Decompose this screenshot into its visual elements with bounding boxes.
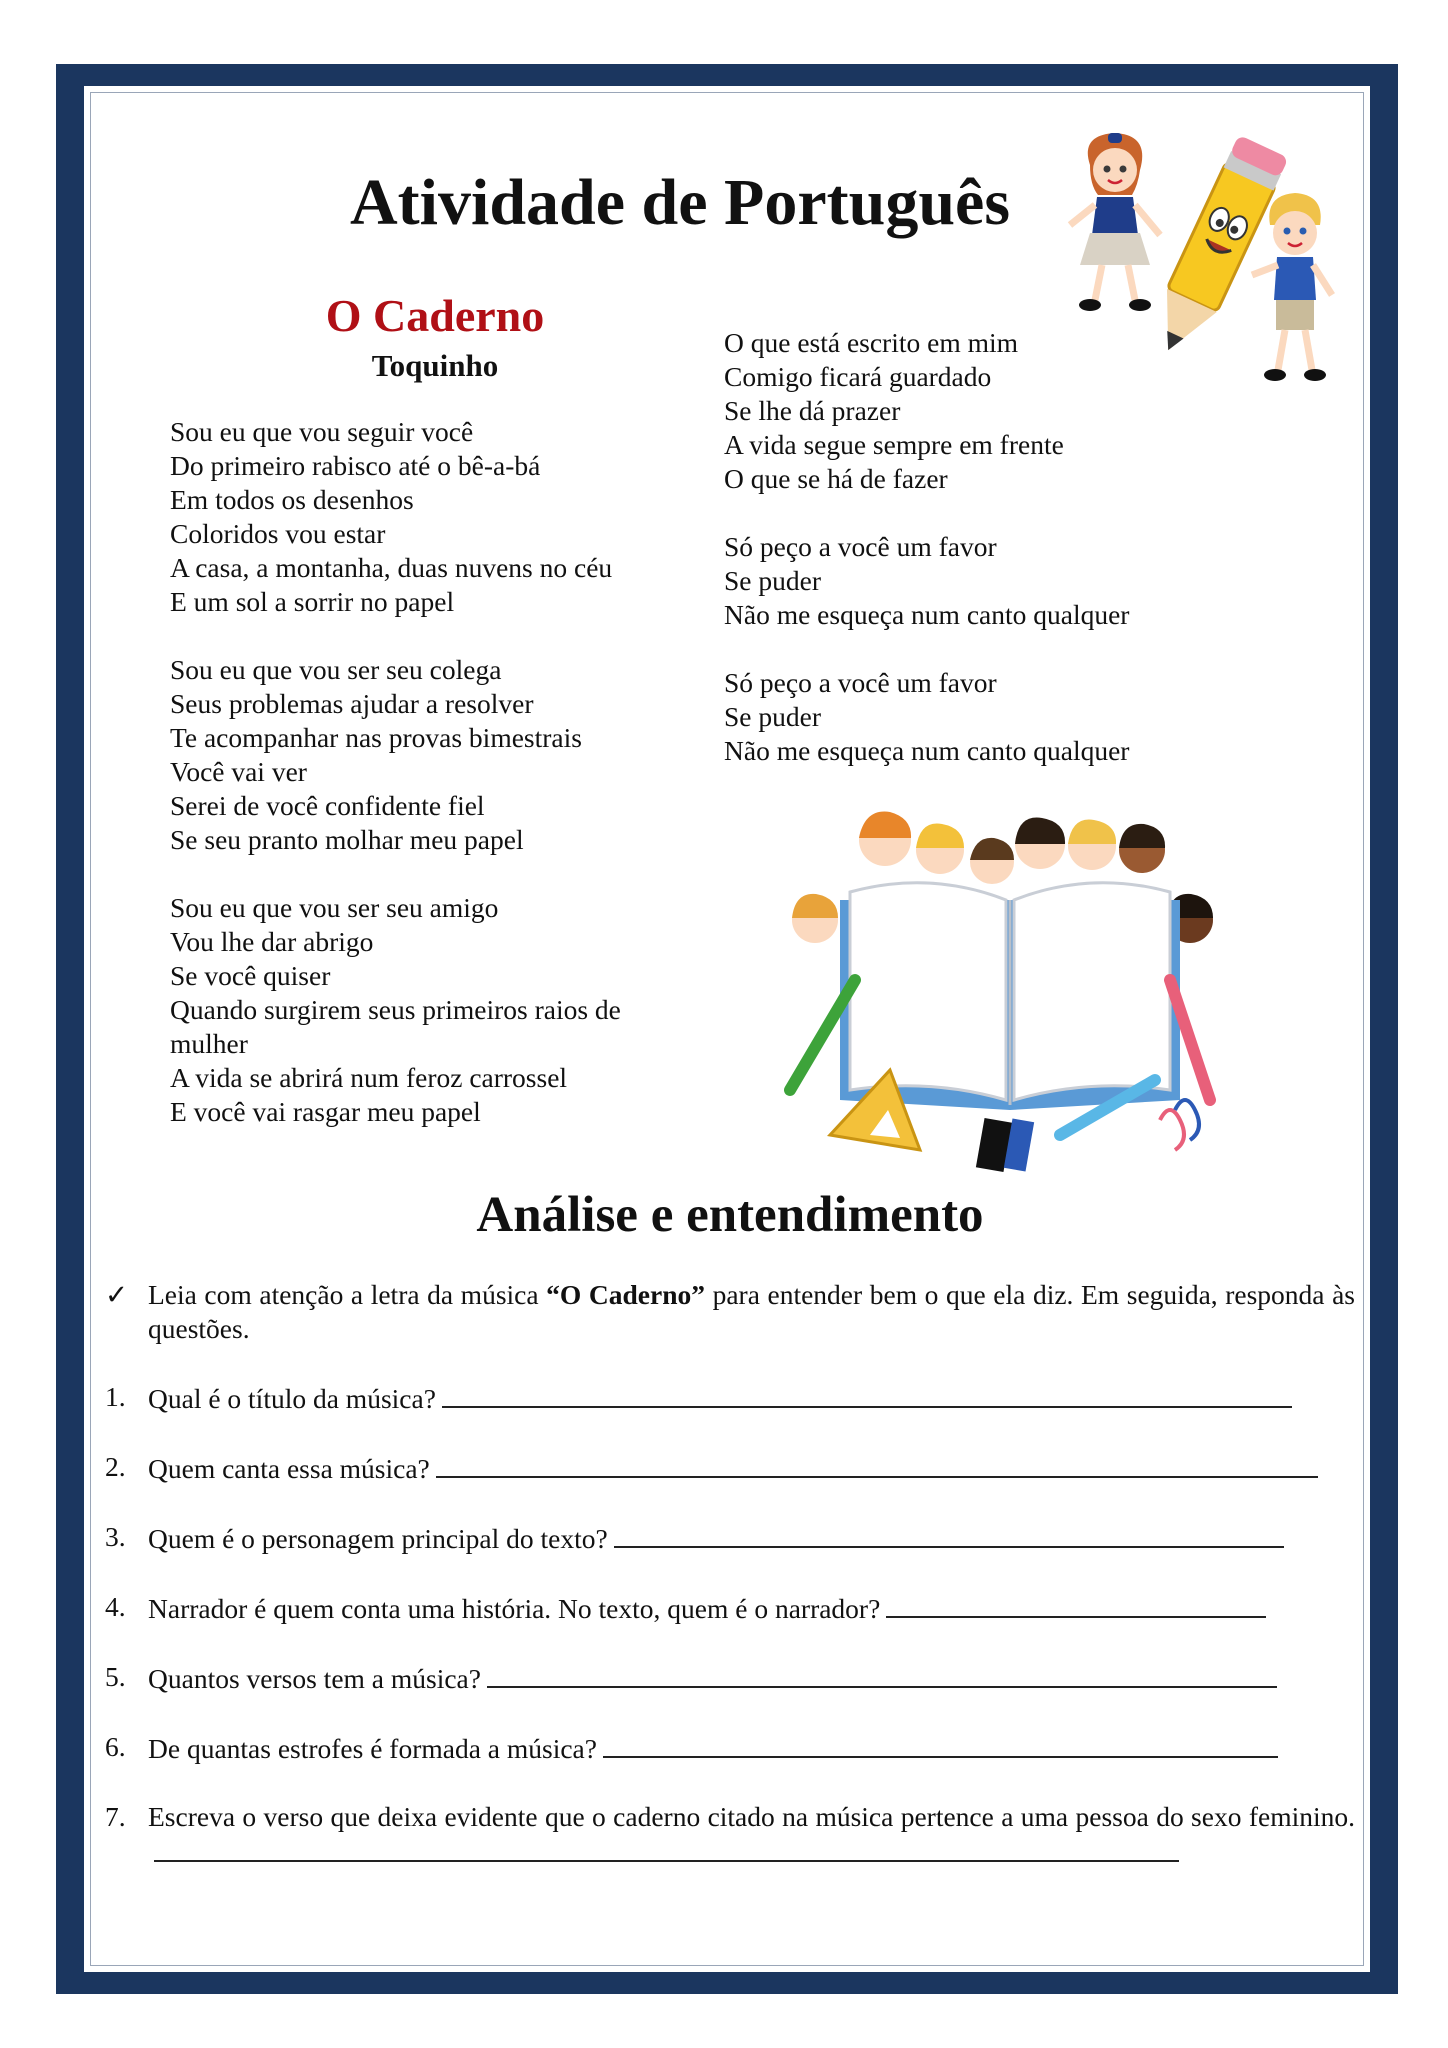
lyric-line: Em todos os desenhos [170, 484, 414, 515]
page-title: Atividade de Português [350, 166, 1010, 239]
question-number: 3. [105, 1521, 126, 1552]
lyric-line: E um sol a sorrir no papel [170, 586, 455, 617]
lyrics-right-column [724, 326, 1224, 802]
song-title: O Caderno [325, 290, 545, 341]
lyric-line: Seus problemas ajudar a resolver [170, 688, 534, 719]
instruction-song-name: “O Caderno” [546, 1279, 706, 1310]
lyric-line: A vida se abrirá num feroz carrossel [170, 1062, 568, 1093]
lyric-line: Comigo ficará guardado [724, 361, 992, 392]
lyric-line: Não me esqueça num canto qualquer [724, 599, 1130, 630]
lyric-line: Se puder [724, 701, 821, 732]
instruction-text-end: para entender bem o que ela diz. Em seguida, responda às questões. [148, 1279, 1356, 1344]
question-4 [105, 1590, 1355, 1626]
question-number: 5. [105, 1661, 126, 1692]
open-book-with-children-illustration [770, 800, 1250, 1180]
pencil-character [1144, 135, 1289, 362]
stanza [170, 891, 670, 1129]
answer-line[interactable] [886, 1590, 1266, 1618]
question-6 [105, 1730, 1355, 1766]
question-text: Qual é o título da música? [148, 1383, 436, 1414]
girl-figure [1070, 133, 1160, 311]
question-number: 2. [105, 1451, 126, 1482]
question-text: Narrador é quem conta uma história. No texto, quem é o narrador? [148, 1593, 881, 1624]
stanza [724, 530, 1224, 632]
question-7 [105, 1800, 1355, 1870]
boy-figure [1252, 193, 1332, 381]
stanza [170, 415, 670, 619]
lyric-line: Se você quiser [170, 960, 331, 991]
question-5 [105, 1660, 1355, 1696]
lyric-line: Se puder [724, 565, 821, 596]
section-title: Análise e entendimento [476, 1187, 984, 1243]
lyric-line: Te acompanhar nas provas bimestrais [170, 722, 582, 753]
lyric-line: Não me esqueça num canto qualquer [724, 735, 1130, 766]
lyric-line: E você vai rasgar meu papel [170, 1096, 481, 1127]
lyric-line: Só peço a você um favor [724, 667, 997, 698]
lyric-line: Coloridos vou estar [170, 518, 386, 549]
question-2 [105, 1450, 1355, 1486]
instruction-text [148, 1278, 1355, 1346]
stanza [170, 653, 670, 857]
question-number: 7. [105, 1801, 126, 1832]
lyric-line: Só peço a você um favor [724, 531, 997, 562]
answer-line[interactable] [436, 1450, 1318, 1478]
question-text: Quantos versos tem a música? [148, 1663, 481, 1694]
question-text: Quem canta essa música? [148, 1453, 430, 1484]
lyric-line: Quando surgirem seus primeiros raios de mulher [170, 994, 621, 1059]
stanza [724, 666, 1224, 768]
lyric-line: Se seu pranto molhar meu papel [170, 824, 524, 855]
lyric-line: Serei de você confidente fiel [170, 790, 485, 821]
question-number: 4. [105, 1591, 126, 1622]
song-author: Toquinho [371, 348, 499, 383]
question-text: Escreva o verso que deixa evidente que o caderno citado na música pertence a uma pessoa do sexo feminino. [148, 1801, 1355, 1832]
lyric-line: Se lhe dá prazer [724, 395, 901, 426]
question-number: 6. [105, 1731, 126, 1762]
lyric-line: A casa, a montanha, duas nuvens no céu [170, 552, 613, 583]
lyric-line: Sou eu que vou ser seu colega [170, 654, 502, 685]
lyrics-left-column [170, 415, 670, 1163]
answer-line[interactable] [603, 1730, 1278, 1758]
answer-line[interactable] [614, 1520, 1284, 1548]
kids-with-pencil-illustration [1040, 125, 1340, 395]
question-text: De quantas estrofes é formada a música? [148, 1733, 597, 1764]
lyric-line: Do primeiro rabisco até o bê-a-bá [170, 450, 541, 481]
answer-line[interactable] [442, 1380, 1292, 1408]
instruction [105, 1278, 1355, 1346]
instruction-text-start: Leia com atenção a letra da música [148, 1279, 547, 1310]
lyric-line: A vida segue sempre em frente [724, 429, 1064, 460]
question-number: 1. [105, 1381, 126, 1412]
lyric-line: Vou lhe dar abrigo [170, 926, 374, 957]
questions-list [105, 1380, 1355, 1904]
lyric-line: Sou eu que vou ser seu amigo [170, 892, 499, 923]
lyric-line: O que se há de fazer [724, 463, 948, 494]
question-text: Quem é o personagem principal do texto? [148, 1523, 608, 1554]
lyric-line: Você vai ver [170, 756, 307, 787]
checkmark-icon: ✓ [105, 1279, 129, 1310]
answer-line[interactable] [487, 1660, 1277, 1688]
answer-line[interactable] [154, 1834, 1179, 1862]
lyric-line: O que está escrito em mim [724, 327, 1019, 358]
question-3 [105, 1520, 1355, 1556]
lyric-line: Sou eu que vou seguir você [170, 416, 474, 447]
question-1 [105, 1380, 1355, 1416]
